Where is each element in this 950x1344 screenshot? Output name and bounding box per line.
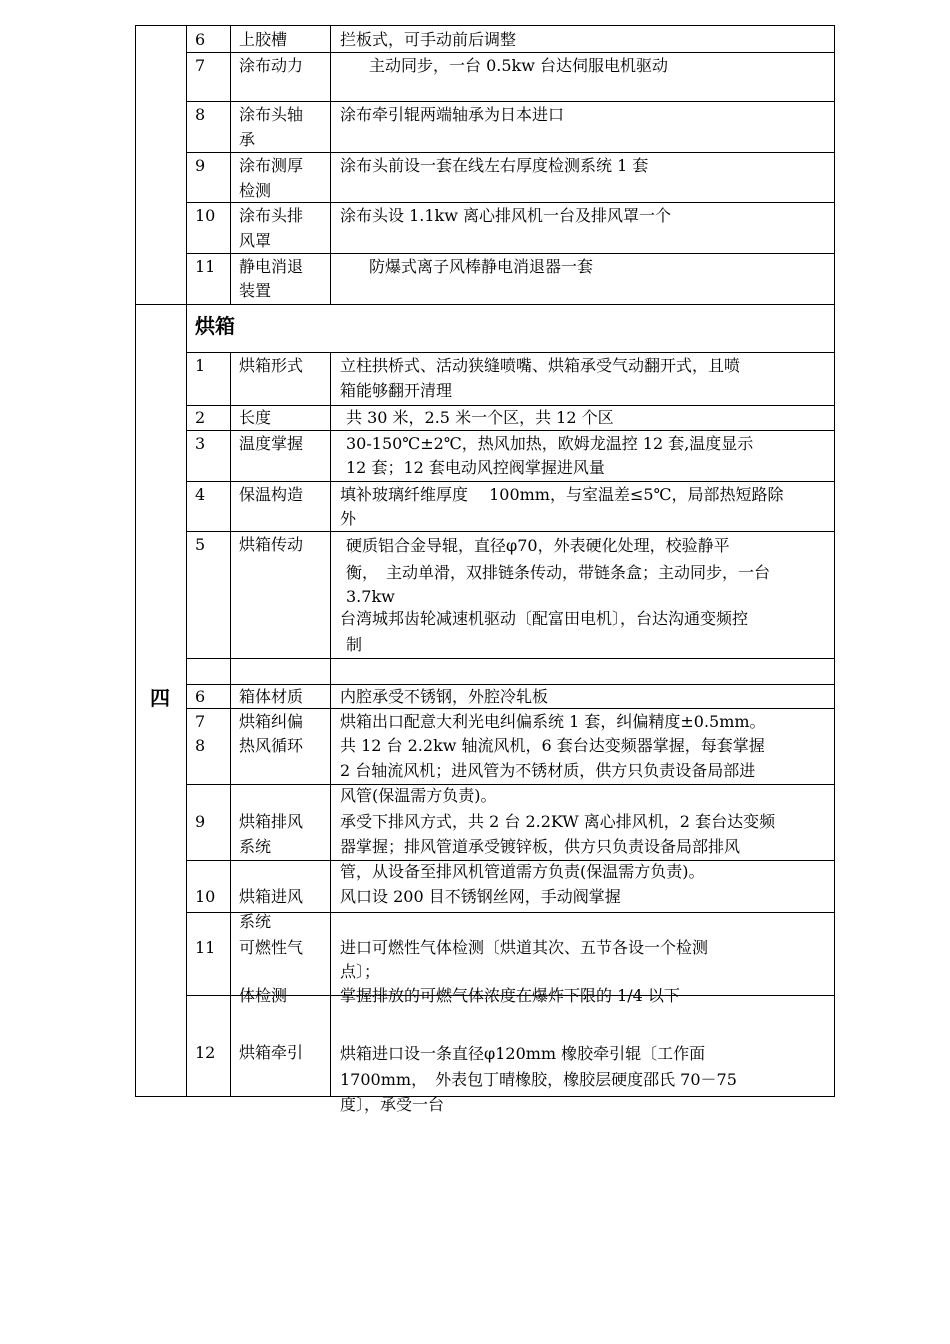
row-desc: 2 台轴流风机；进风管为不锈材质，供方只负责设备局部进 (340, 761, 756, 780)
row-item: 烘箱纠偏 (239, 712, 304, 731)
row-item: 涂布头轴 (239, 105, 304, 124)
row-desc: 拦板式，可手动前后调整 (340, 30, 517, 49)
row-desc: 衡， 主动单滑，双排链条传动，带链条盒；主动同步，一台 (346, 563, 771, 582)
row-number: 8 (195, 105, 206, 124)
row-desc: 立柱拱桥式、活动狭缝喷嘴、烘箱承受气动翻开式，且喷 (340, 356, 741, 375)
row-desc: 进口可燃性气体检测〔烘道其次、五节各设一个检测 (340, 938, 709, 957)
row-desc: 主动同步，一台 0.5kw 台达伺服电机驱动 (369, 56, 669, 75)
row-desc: 填补玻璃纤维厚度 100mm，与室温差≤5℃，局部热短路除 (340, 485, 784, 504)
row-number: 9 (195, 812, 206, 831)
row-desc: 台湾城邦齿轮减速机驱动〔配富田电机〕，台达沟通变频控 (340, 609, 749, 628)
row-item: 保温构造 (239, 485, 304, 504)
row-item: 烘箱排风 (239, 812, 304, 831)
row-desc: 硬质铝合金导辊，直径φ70，外表硬化处理，校验静平 (346, 536, 730, 555)
row-divider (186, 658, 835, 659)
row-desc: 共 30 米，2.5 米一个区，共 12 个区 (346, 408, 614, 427)
row-desc: 点〕； (340, 962, 381, 981)
row-item: 热风循环 (239, 736, 304, 755)
row-number: 8 (195, 736, 206, 755)
section-divider (135, 304, 835, 305)
row-item: 体检测 (239, 986, 288, 1005)
row-number: 12 (195, 1043, 216, 1062)
row-divider (186, 784, 835, 785)
row-number: 1 (195, 356, 206, 375)
row-item: 系统 (239, 912, 272, 931)
row-item: 长度 (239, 408, 272, 427)
row-desc: 外 (340, 509, 357, 528)
row-item: 系统 (239, 837, 272, 856)
table-border-right (834, 25, 835, 1096)
row-desc: 涂布头设 1.1kw 离心排风机一台及排风罩一个 (340, 206, 672, 225)
row-number: 3 (195, 434, 206, 453)
row-desc: 风管(保温需方负责)。 (340, 786, 497, 805)
row-desc: 箱能够翻开清理 (340, 381, 453, 400)
row-desc: 共 12 台 2.2kw 轴流风机，6 套台达变频器掌握，每套掌握 (340, 736, 765, 755)
row-item: 烘箱形式 (239, 356, 304, 375)
row-divider (186, 912, 835, 913)
row-number: 6 (195, 30, 206, 49)
row-number: 10 (195, 206, 216, 225)
section-marker: 四 (150, 686, 170, 710)
col-divider-no (186, 25, 187, 1096)
row-desc: 3.7kw (346, 587, 395, 606)
section-title: 烘箱 (195, 314, 235, 338)
row-item: 风罩 (239, 231, 272, 250)
row-number: 7 (195, 712, 206, 731)
row-desc: 烘箱进口设一条直径φ120mm 橡胶牵引辊〔工作面 (340, 1044, 706, 1063)
row-number: 4 (195, 485, 206, 504)
row-item: 烘箱牵引 (239, 1043, 304, 1062)
row-item: 静电消退 (239, 257, 304, 276)
row-item: 可燃性气 (239, 938, 304, 957)
col-divider-item-oven (230, 352, 231, 1096)
row-item: 上胶槽 (239, 30, 288, 49)
row-desc: 内腔承受不锈钢，外腔冷轧板 (340, 687, 549, 706)
row-number: 10 (195, 887, 216, 906)
row-desc: 度〕，承受一台 (340, 1095, 445, 1114)
row-desc: 12 套；12 套电动风控阀掌握进风量 (346, 458, 605, 477)
col-divider-desc-top (330, 25, 331, 304)
table-border-bottom (135, 1096, 835, 1097)
table-border-left (135, 25, 136, 1096)
row-desc: 风口设 200 目不锈钢丝网，手动阀掌握 (340, 887, 621, 906)
row-desc: 管，从设备至排风机管道需方负责(保温需方负责)。 (340, 862, 705, 881)
row-item: 温度掌握 (239, 434, 304, 453)
row-desc: 制 (346, 635, 363, 654)
row-number: 5 (195, 535, 206, 554)
row-item: 检测 (239, 181, 272, 200)
row-item: 涂布测厚 (239, 156, 304, 175)
row-desc: 1700mm， 外表包丁晴橡胶，橡胶层硬度邵氏 70－75 (340, 1070, 737, 1089)
row-number: 9 (195, 156, 206, 175)
row-item: 装置 (239, 281, 272, 300)
row-number: 2 (195, 408, 206, 427)
col-divider-item-top (230, 25, 231, 304)
col-divider-desc-oven (330, 352, 331, 1096)
row-number: 11 (195, 938, 216, 957)
row-item: 涂布动力 (239, 56, 304, 75)
row-number: 6 (195, 687, 206, 706)
row-desc: 烘箱出口配意大利光电纠偏系统 1 套，纠偏精度±0.5mm。 (340, 712, 766, 731)
row-desc: 涂布牵引辊两端轴承为日本进口 (340, 105, 565, 124)
row-desc: 30-150℃±2℃，热风加热，欧姆龙温控 12 套,温度显示 (346, 434, 754, 453)
row-item: 箱体材质 (239, 687, 304, 706)
row-number: 11 (195, 257, 216, 276)
row-desc: 承受下排风方式，共 2 台 2.2KW 离心排风机，2 套台达变频 (340, 812, 776, 831)
row-desc: 涂布头前设一套在线左右厚度检测系统 1 套 (340, 156, 649, 175)
row-item: 烘箱传动 (239, 535, 304, 554)
table-border-top (135, 25, 835, 26)
row-desc: 器掌握；排风管道承受镀锌板，供方只负责设备局部排风 (340, 837, 741, 856)
row-item: 承 (239, 130, 256, 149)
row-number: 7 (195, 56, 206, 75)
row-desc: 防爆式离子风棒静电消退器一套 (369, 257, 594, 276)
row-item: 烘箱进风 (239, 887, 304, 906)
row-desc: 掌握排放的可燃气体浓度在爆炸下限的 1/4 以下 (340, 986, 680, 1005)
row-item: 涂布头排 (239, 206, 304, 225)
